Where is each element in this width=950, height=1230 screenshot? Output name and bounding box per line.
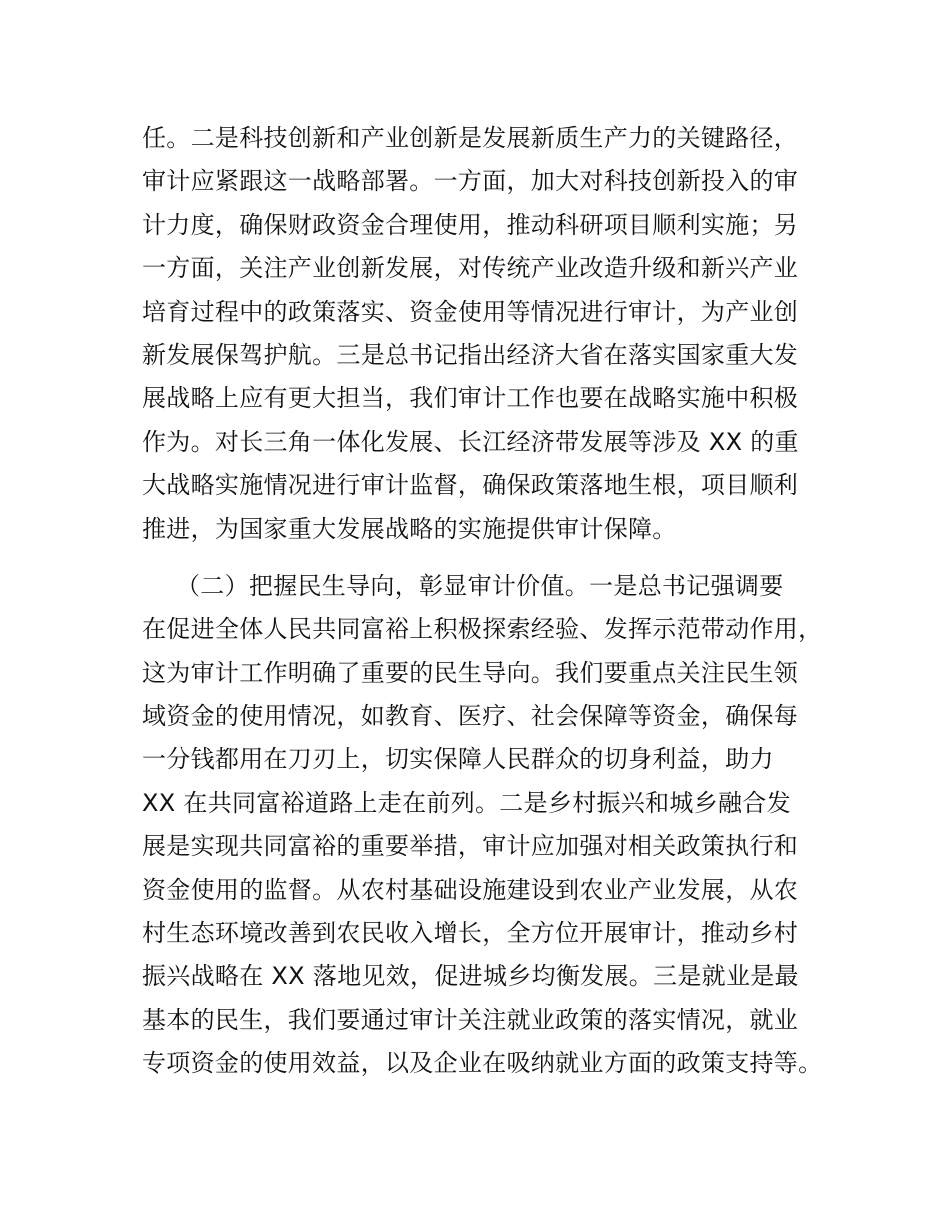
text-line: 一方面，关注产业创新发展，对传统产业改造升级和新兴产业 [142,254,799,283]
text-line: 专项资金的使用效益，以及企业在吸纳就业方面的政策支持等。 [142,1049,823,1078]
text-line: 村生态环境改善到农民收入增长，全方位开展审计，推动乡村 [142,919,799,948]
text-line: 一分钱都用在刀刃上，切实保障人民群众的切身利益，助力 [142,745,774,774]
text-line: 培育过程中的政策落实、资金使用等情况进行审计，为产业创 [142,297,799,326]
text-line: 在促进全体人民共同富裕上积极探索经验、发挥示范带动作用， [142,615,823,644]
text-line: 计力度，确保财政资金合理使用，推动科研项目顺利实施；另 [142,210,799,239]
text-line: 展战略上应有更大担当，我们审计工作也要在战略实施中积极 [142,384,799,413]
text-line: （二）把握民生导向，彰显审计价值。一是总书记强调要 [176,571,784,600]
body-text [142,117,842,1086]
paragraph-1 [142,117,842,551]
text-line: 任。二是科技创新和产业创新是发展新质生产力的关键路径， [142,124,799,152]
text-line: 作为。对长三角一体化发展、长江经济带发展等涉及 XX 的重 [142,427,799,456]
text-line: 基本的民生，我们要通过审计关注就业政策的落实情况，就业 [142,1005,799,1034]
text-line: 展是实现共同富裕的重要举措，审计应加强对相关政策执行和 [142,832,799,861]
paragraph-2 [142,565,842,1086]
text-line: 审计应紧跟这一战略部署。一方面，加大对科技创新投入的审 [142,167,799,196]
text-line: XX 在共同富裕道路上走在前列。二是乡村振兴和城乡融合发 [142,788,791,817]
paragraph-spacer [142,551,842,565]
text-line: 振兴战略在 XX 落地见效，促进城乡均衡发展。三是就业是最 [142,962,799,991]
text-line: 这为审计工作明确了重要的民生导向。我们要重点关注民生领 [142,658,799,687]
text-line: 推进，为国家重大发展战略的实施提供审计保障。 [142,514,677,543]
text-line: 新发展保驾护航。三是总书记指出经济大省在落实国家重大发 [142,340,799,369]
text-line: 大战略实施情况进行审计监督，确保政策落地生根，项目顺利 [142,471,799,500]
text-line: 资金使用的监督。从农村基础设施建设到农业产业发展，从农 [142,875,799,904]
text-line: 域资金的使用情况，如教育、医疗、社会保障等资金，确保每 [142,702,799,731]
